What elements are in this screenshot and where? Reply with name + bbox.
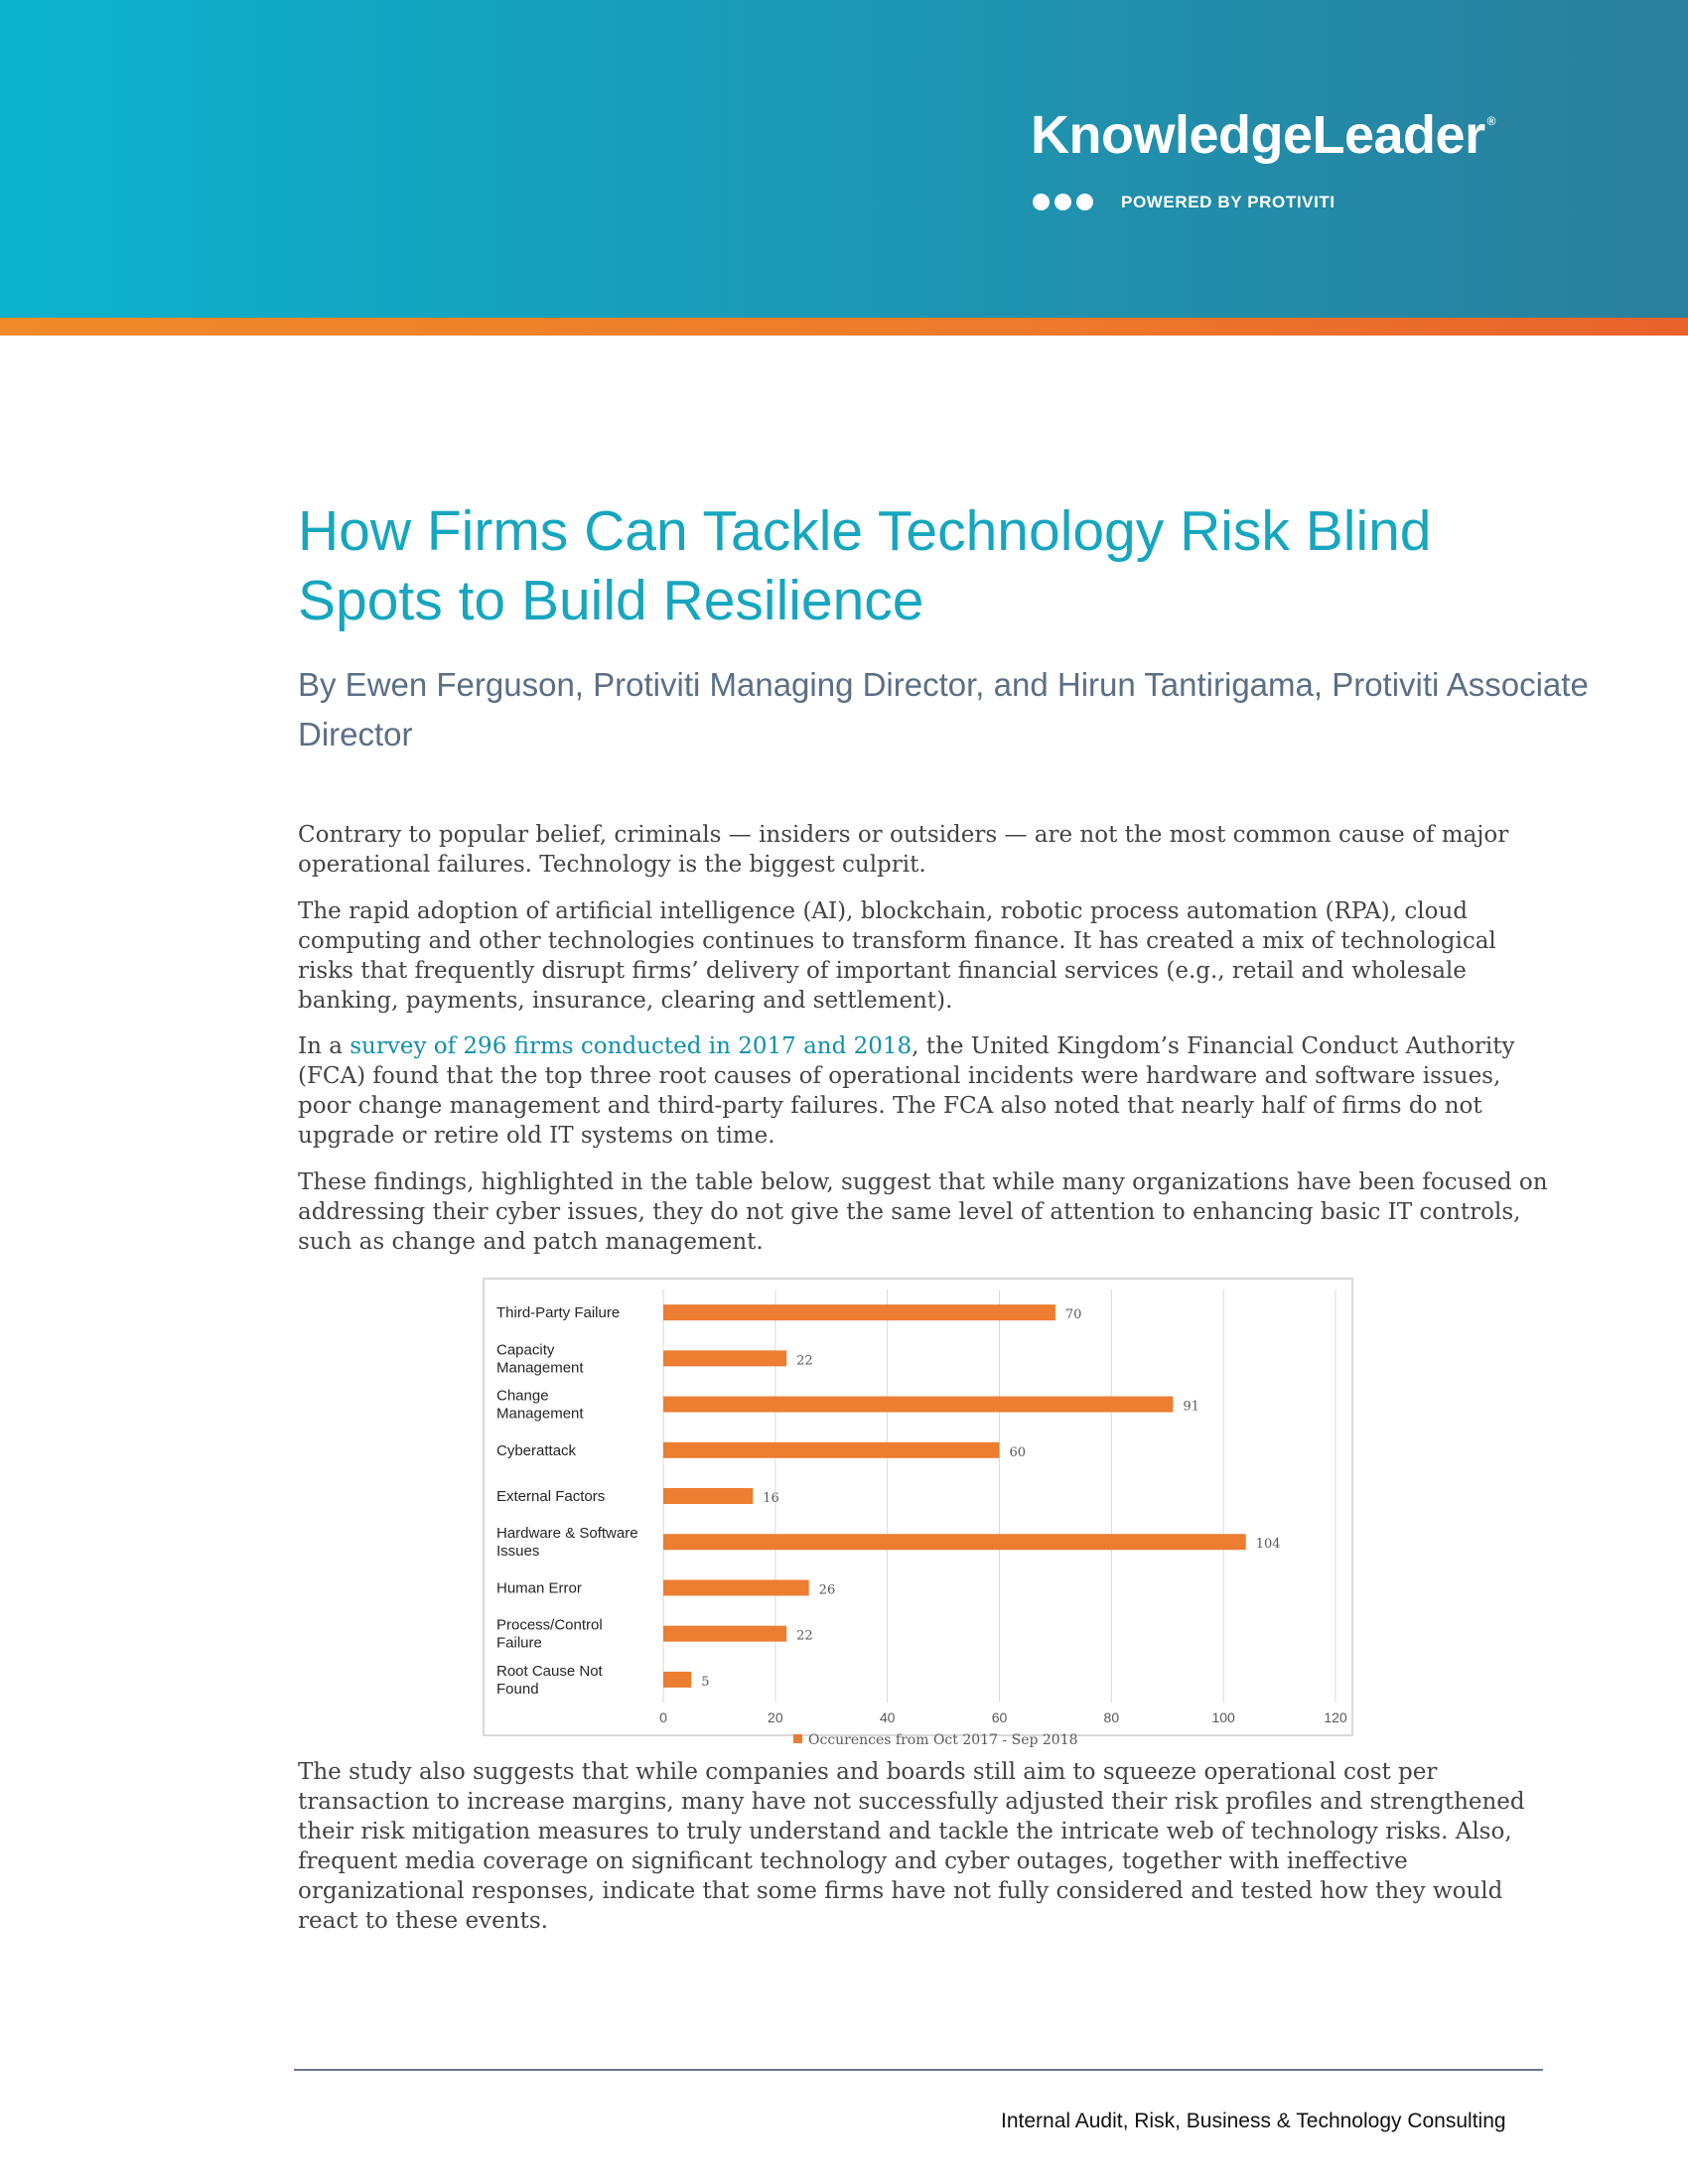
data-label: 91 [1183, 1399, 1199, 1415]
bar [663, 1672, 691, 1688]
category-label: Root Cause Not Found [496, 1662, 603, 1698]
legend-label: Occurences from Oct 2017 - Sep 2018 [808, 1732, 1078, 1748]
x-tick-label: 20 [768, 1709, 783, 1725]
registered-mark: ® [1486, 114, 1495, 128]
data-label: 22 [796, 1353, 813, 1369]
bar [663, 1442, 1000, 1458]
x-tick-label: 80 [1103, 1709, 1120, 1725]
bar [663, 1626, 786, 1642]
x-tick-label: 60 [991, 1709, 1008, 1725]
incident-chart [483, 1278, 1353, 1748]
paragraph-2: The rapid adoption of artificial intelligence (AI), blockchain, robotic process automation (RPA), cloud computing and other technologies continues to transform finance. It has created a mix of technological risks that frequently disrupt firms’ delivery of important financial services (e.g., retail and wholesale banking, payments, insurance, clearing and settlement). [298, 898, 1496, 1014]
bar [663, 1397, 1173, 1413]
legend-swatch [793, 1734, 802, 1743]
brand-name: KnowledgeLeader [1031, 105, 1485, 165]
footer-divider [294, 2069, 1543, 2071]
paragraph-3 [298, 1031, 1549, 1151]
data-label: 70 [1064, 1307, 1082, 1323]
category-label: Cyberattack [496, 1441, 577, 1459]
paragraph-5: The study also suggests that while companies and boards still aim to squeeze operational cost per transaction to increase margins, many have not successfully adjusted their risk profiles and strengthened their risk mitigation measures to truly understand and tackle the intricate web of technology risks. Also, frequent media coverage on significant technology and cyber outages, together with ineffective organizational responses, indicate that some firms have not fully considered and tested how they would react to these events. [298, 1759, 1525, 1934]
powered-by-text: POWERED BY PROTIVITI [1121, 193, 1336, 211]
data-label: 60 [1009, 1444, 1027, 1460]
bar [663, 1488, 753, 1504]
paragraph-3-lead: In a [298, 1033, 351, 1059]
x-tick-label: 0 [659, 1709, 667, 1725]
x-tick-label: 100 [1211, 1709, 1235, 1725]
dot-icon [1033, 194, 1050, 210]
category-label: Capacity Management [496, 1341, 584, 1377]
category-label: Hardware & Software Issues [496, 1525, 638, 1561]
bar [663, 1579, 809, 1595]
data-label: 22 [796, 1628, 813, 1644]
data-label: 26 [818, 1582, 836, 1598]
data-label: 16 [763, 1491, 779, 1506]
category-label: Human Error [496, 1579, 582, 1597]
footer-tagline: Internal Audit, Risk, Business & Technology Consulting [1001, 2110, 1506, 2132]
category-label: External Factors [496, 1488, 606, 1505]
dot-icon [1055, 194, 1071, 210]
category-label: Process/Control Failure [496, 1616, 603, 1652]
bar [663, 1304, 1055, 1320]
survey-link[interactable]: survey of 296 firms conducted in 2017 and 2018 [350, 1033, 913, 1059]
category-label: Change Management [496, 1387, 584, 1423]
data-label: 104 [1255, 1537, 1281, 1553]
dot-icon [1076, 194, 1093, 210]
paragraph-3-rest: , the United Kingdom’s Financial Conduct Authority (FCA) found that the top three root causes of operational incidents were hardware and software issues, poor change management and third-party failures. The FCA also noted that nearly half of firms do not upgrade or retire old IT systems on time. [298, 1033, 1515, 1149]
bar-chart [485, 1280, 1351, 1748]
bar [663, 1534, 1246, 1550]
bar [663, 1350, 786, 1366]
x-tick-label: 120 [1324, 1709, 1347, 1725]
paragraph-1: Contrary to popular belief, criminals — insiders or outsiders — are not the most common cause of major operational failures. Technology is the biggest culprit. [298, 822, 1509, 878]
article-title: How Firms Can Tackle Technology Risk Blind Spots to Build Resilience [298, 499, 1432, 632]
brand-logo [1031, 104, 1495, 166]
accent-band [0, 318, 1688, 336]
article-byline: By Ewen Ferguson, Protiviti Managing Director, and Hirun Tantirigama, Protiviti Associate Director [298, 666, 1589, 752]
category-label: Third-Party Failure [496, 1304, 621, 1322]
brand-dots-icon [1033, 194, 1093, 210]
x-tick-label: 40 [879, 1709, 896, 1725]
data-label: 5 [701, 1674, 710, 1690]
header-banner [0, 0, 1688, 318]
paragraph-4: These findings, highlighted in the table below, suggest that while many organizations have been focused on addressing their cyber issues, they do not give the same level of attention to enhancing basic IT controls, such as change and patch management. [298, 1169, 1548, 1255]
